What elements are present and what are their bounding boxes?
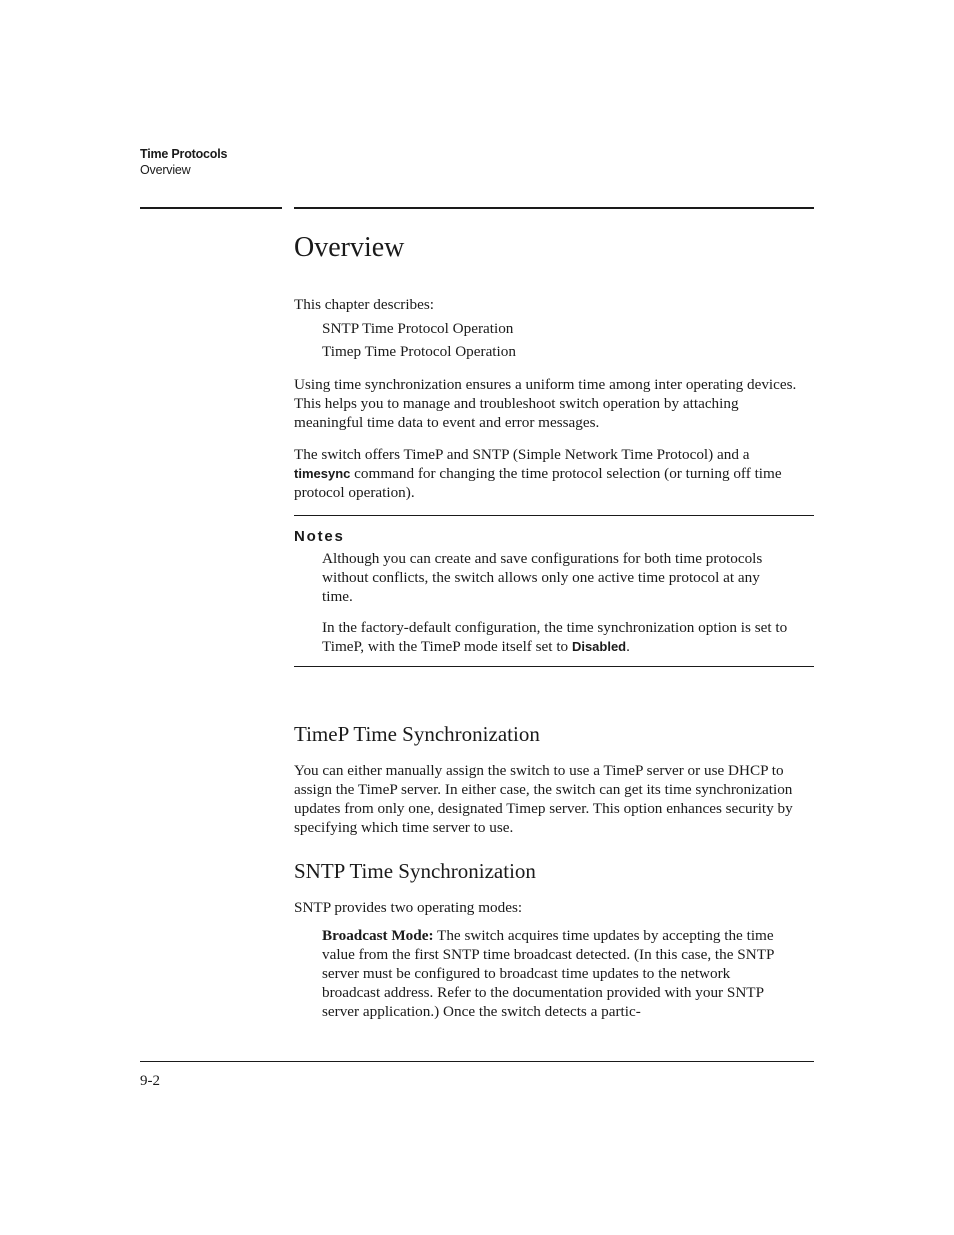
page-title: Overview (294, 232, 405, 263)
mode-label: Broadcast Mode: (322, 927, 434, 944)
broadcast-mode-paragraph (322, 926, 788, 1021)
setting-value: Disabled (571, 639, 627, 654)
notes-label: Notes (294, 528, 345, 545)
notes-rule-top (294, 515, 814, 516)
running-header-section: Overview (140, 163, 191, 177)
sntp-intro: SNTP provides two operating modes: (294, 899, 523, 916)
mode-text: The switch acquires time updates by accepting the time value from the first SNTP time broadcast detected. (In this case, the SNTP server must be configured to broadcast time updates to the network broadcast address. Refer to the documentation provided with your SNTP server application.) Once the switch detects a partic- (322, 927, 774, 1020)
topic-item: Timep Time Protocol Operation (322, 343, 516, 360)
note-1: Although you can create and save configurations for both time protocols without conflicts, the switch allows only one active time protocol at any time. (322, 550, 763, 605)
topic-item: SNTP Time Protocol Operation (322, 320, 514, 337)
note-2 (322, 618, 790, 656)
note-text: In the factory-default configuration, the time synchronization option is set to TimeP, with the TimeP mode itself set to (322, 619, 788, 655)
overview-intro: This chapter describes: (294, 296, 435, 313)
running-header-chapter: Time Protocols (140, 147, 228, 161)
timep-heading: TimeP Time Synchronization (294, 722, 540, 746)
timep-paragraph: You can either manually assign the switch to use a TimeP server or use DHCP to assign the TimeP server. In either case, the switch can get its time synchronization updates from only one, designated Timep server. This option enhances security by specifying which time server to use. (294, 762, 793, 836)
header-rule-left (140, 207, 282, 209)
overview-paragraph-1: Using time synchronization ensures a uniform time among inter operating devices. This helps you to manage and troubleshoot switch operation by attaching meaningful time data to event and error messages. (294, 376, 797, 431)
paragraph-text: The switch offers TimeP and SNTP (Simple Network Time Protocol) and a (294, 446, 750, 463)
command-name: timesync (294, 466, 351, 481)
page-number: 9-2 (140, 1073, 160, 1089)
paragraph-text: command for changing the time protocol selection (or turning off time protocol operation). (294, 465, 782, 501)
notes-rule-bottom (294, 666, 814, 667)
overview-paragraph-2 (294, 445, 809, 502)
header-rule-right (294, 207, 814, 209)
note-text: . (626, 638, 630, 655)
sntp-heading: SNTP Time Synchronization (294, 859, 536, 883)
footer-rule (140, 1061, 814, 1062)
